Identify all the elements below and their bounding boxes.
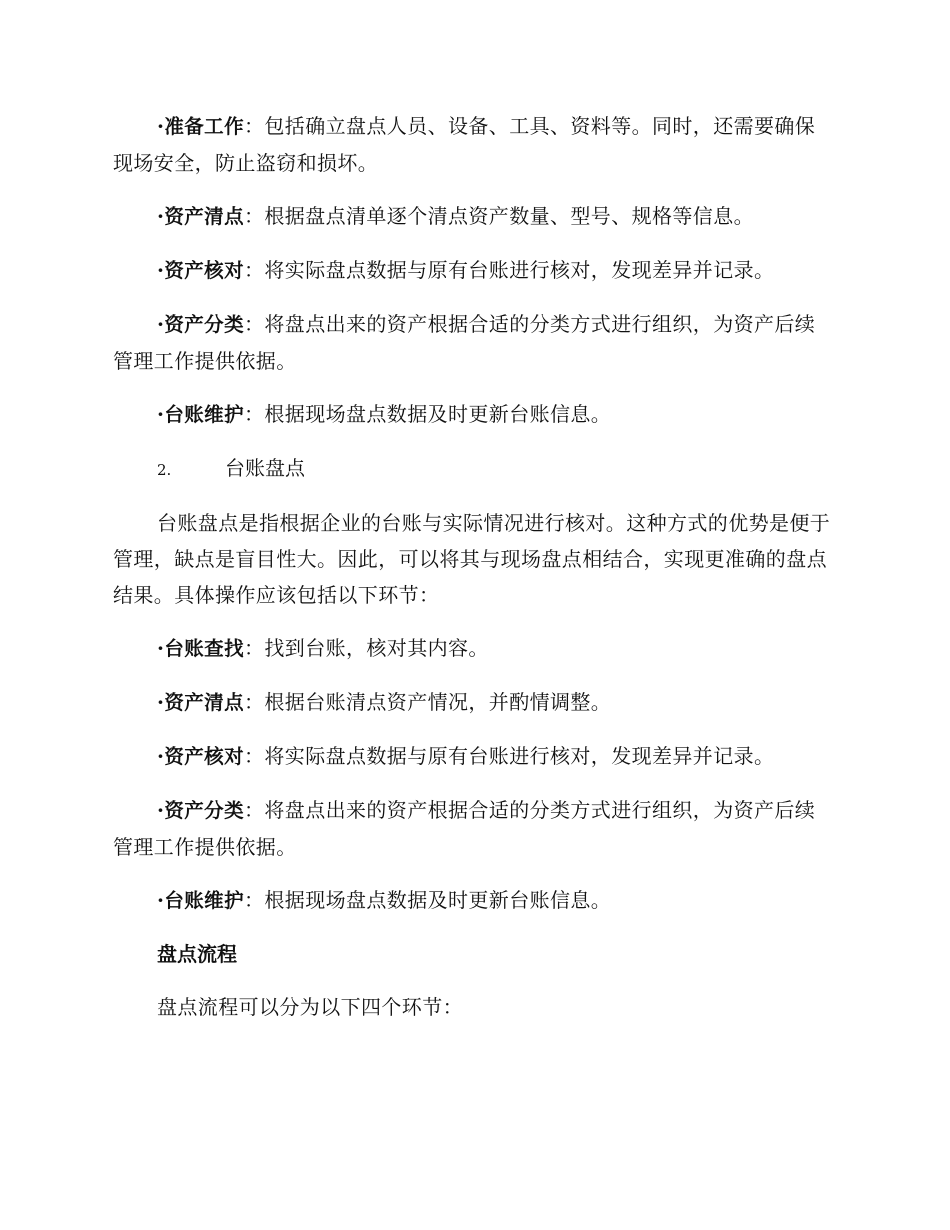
bullet-term: 资产分类 bbox=[164, 313, 244, 336]
bullet-item bbox=[113, 396, 833, 433]
bullet-text: 根据现场盘点数据及时更新台账信息。 bbox=[264, 888, 612, 912]
bullet-term: 资产核对 bbox=[164, 745, 244, 768]
bullet-dot: · bbox=[157, 636, 165, 660]
bullet-item bbox=[113, 252, 833, 289]
bullet-dot: · bbox=[157, 312, 165, 336]
section-heading: 盘点流程 bbox=[157, 942, 237, 966]
bullet-item bbox=[113, 198, 833, 235]
bullet-dot: · bbox=[157, 204, 165, 228]
bullet-text: 包括确立盘点人员、设备、工具、资料等。同时，还需要确保现场安全，防止盗窃和损坏。 bbox=[113, 114, 816, 175]
bullet-dot: · bbox=[157, 258, 165, 282]
bullet-separator: ： bbox=[243, 636, 265, 660]
bullet-dot: · bbox=[157, 798, 165, 822]
bullet-text: 根据盘点清单逐个清点资产数量、型号、规格等信息。 bbox=[264, 204, 754, 228]
bullet-item bbox=[113, 684, 833, 721]
bullet-term: 台账维护 bbox=[164, 403, 244, 426]
bullet-text: 找到台账，核对其内容。 bbox=[264, 636, 489, 660]
bullet-separator: ： bbox=[243, 402, 265, 426]
bullet-text: 根据现场盘点数据及时更新台账信息。 bbox=[264, 402, 612, 426]
bullet-separator: ： bbox=[243, 114, 265, 138]
closing-paragraph: 盘点流程可以分为以下四个环节： bbox=[157, 995, 463, 1019]
bullet-term: 台账查找 bbox=[164, 637, 244, 660]
bullet-separator: ： bbox=[243, 690, 265, 714]
bullet-text: 将实际盘点数据与原有台账进行核对，发现差异并记录。 bbox=[264, 258, 775, 282]
bullet-item bbox=[113, 108, 833, 181]
bullet-dot: · bbox=[157, 888, 165, 912]
bullet-separator: ： bbox=[243, 888, 265, 912]
bullet-term: 准备工作 bbox=[164, 115, 244, 138]
bullet-item bbox=[113, 306, 833, 379]
intro-paragraph: 台账盘点是指根据企业的台账与实际情况进行核对。这种方式的优势是便于管理，缺点是盲目性大。因此，可以将其与现场盘点相结合，实现更准确的盘点结果。具体操作应该包括以下环节： bbox=[113, 511, 831, 607]
bullet-term: 资产清点 bbox=[164, 205, 244, 228]
bullet-separator: ： bbox=[243, 798, 265, 822]
bullet-item bbox=[113, 738, 833, 775]
bullet-dot: · bbox=[157, 402, 165, 426]
bullet-text: 将盘点出来的资产根据合适的分类方式进行组织，为资产后续管理工作提供依据。 bbox=[113, 798, 816, 859]
bullet-item bbox=[113, 792, 833, 865]
bullet-term: 资产清点 bbox=[164, 691, 244, 714]
bullet-text: 将盘点出来的资产根据合适的分类方式进行组织，为资产后续管理工作提供依据。 bbox=[113, 312, 816, 373]
bullet-item bbox=[113, 882, 833, 919]
bullet-dot: · bbox=[157, 744, 165, 768]
bullet-separator: ： bbox=[243, 312, 265, 336]
numbered-heading bbox=[113, 450, 833, 488]
bullet-separator: ： bbox=[243, 204, 265, 228]
bullet-item bbox=[113, 630, 833, 667]
list-number: 2. bbox=[157, 461, 172, 479]
bullet-text: 根据台账清点资产情况，并酌情调整。 bbox=[264, 690, 612, 714]
bullet-term: 资产分类 bbox=[164, 799, 244, 822]
document-content bbox=[113, 108, 833, 1042]
bullet-term: 台账维护 bbox=[164, 889, 244, 912]
bullet-term: 资产核对 bbox=[164, 259, 244, 282]
bullet-text: 将实际盘点数据与原有台账进行核对，发现差异并记录。 bbox=[264, 744, 775, 768]
bullet-dot: · bbox=[157, 114, 165, 138]
bullet-separator: ： bbox=[243, 744, 265, 768]
bullet-separator: ： bbox=[243, 258, 265, 282]
numbered-title: 台账盘点 bbox=[225, 456, 305, 480]
bullet-dot: · bbox=[157, 690, 165, 714]
